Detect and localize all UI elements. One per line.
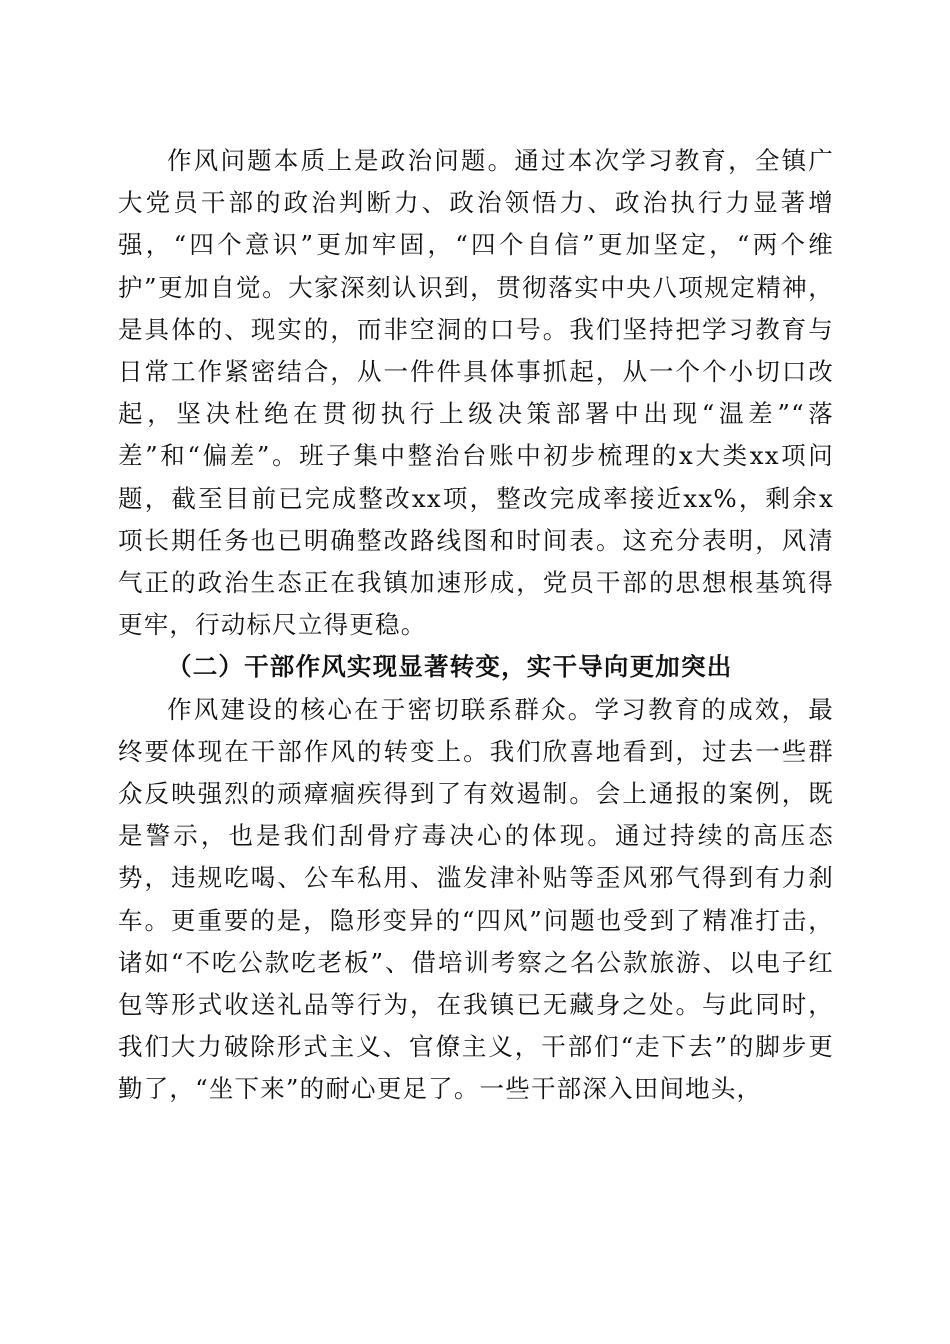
- paragraph-political-outcome: 作风问题本质上是政治问题。通过本次学习教育，全镇广大党员干部的政治判断力、政治领悟力、政治执行力显著增强，“四个意识”更加牢固，“四个自信”更加坚定，“两个维护”更加自觉。大家深刻认识到，贯彻落实中央八项规定精神，是具体的、现实的，而非空洞的口号。我们坚持把学习教育与日常工作紧密结合，从一件件具体事抓起，从一个个小切口改起，坚决杜绝在贯彻执行上级决策部署中出现“温差”“落差”和“偏差”。班子集中整治台账中初步梳理的x大类xx项问题，截至目前已完成整改xx项，整改完成率接近xx%，剩余x项长期任务也已明确整改路线图和时间表。这充分表明，风清气正的政治生态正在我镇加速形成，党员干部的思想根基筑得更牢，行动标尺立得更稳。: [118, 146, 834, 640]
- document-body: [118, 140, 834, 1111]
- section-heading-2: （二）干部作风实现显著转变，实干导向更加突出: [167, 652, 733, 682]
- paragraph-work-style: 作风建设的核心在于密切联系群众。学习教育的成效，最终要体现在干部作风的转变上。我们欣喜地看到，过去一些群众反映强烈的顽瘴痼疾得到了有效遏制。会上通报的案例，既是警示，也是我们刮骨疗毒决心的体现。通过持续的高压态势，违规吃喝、公车私用、滥发津补贴等歪风邪气得到有力刹车。更重要的是，隐形变异的“四风”问题也受到了精准打击，诸如“不吃公款吃老板”、借培训考察之名公款旅游、以电子红包等形式收送礼品等行为，在我镇已无藏身之处。与此同时，我们大力破除形式主义、官僚主义，干部们“走下去”的脚步更勤了，“坐下来”的耐心更足了。一些干部深入田间地头，: [118, 694, 834, 1104]
